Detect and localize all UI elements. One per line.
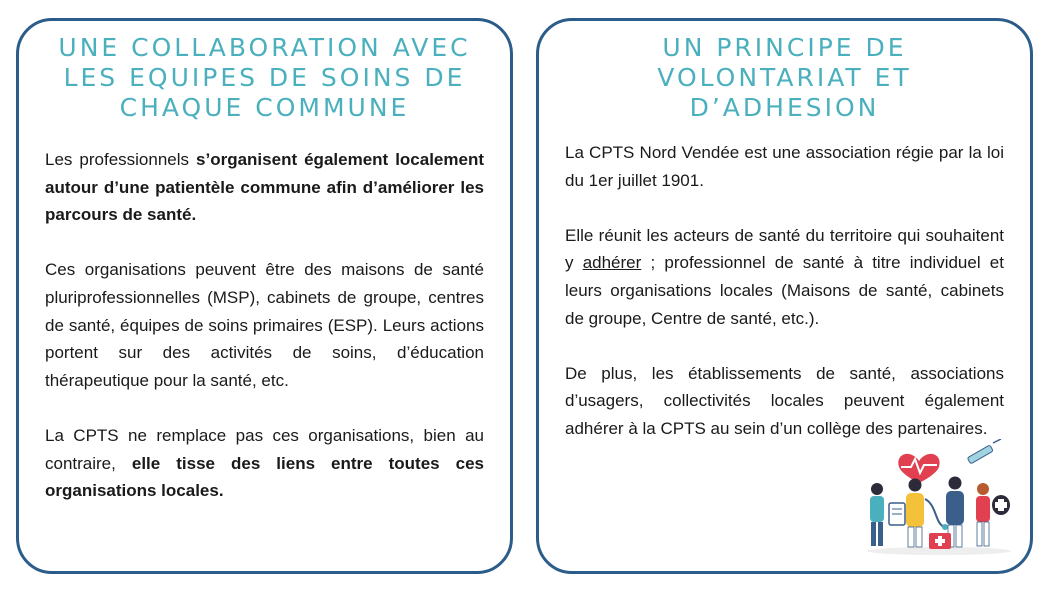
volunteering-title: UN PRINCIPE DE VOLONTARIAT ET D’ADHESION <box>657 33 912 122</box>
volunteering-paragraph-2 <box>565 222 1004 332</box>
collaboration-paragraph-3 <box>45 422 484 505</box>
collaboration-title: UNE COLLABORATION AVEC LES EQUIPES DE SOINS DE CHAQUE COMMUNE <box>58 33 471 122</box>
collaboration-paragraph-1 <box>45 146 484 229</box>
doctor-figure <box>906 479 924 548</box>
patient-figure <box>870 483 884 546</box>
volunteering-paragraph-1: La CPTS Nord Vendée est une association régie par la loi du 1er juillet 1901. <box>565 143 1004 190</box>
paragraph-3-emphasis: elle tisse des liens entre toutes ces organisations locales. <box>45 453 484 501</box>
paragraph-2-after: ; professionnel de santé à titre individuel et leurs organisations locales (Maisons de santé, cabinets de groupe, Centre de santé, etc.). <box>565 253 1004 328</box>
heart-icon <box>898 454 939 483</box>
health-team-illustration <box>859 439 1019 557</box>
collaboration-paragraph-2: Ces organisations peuvent être des maisons de santé pluriprofessionnelles (MSP), cabinets de groupe, centres de santé, équipes de soins primaires (ESP). Leurs actions portent sur des activités de soins, d’éducation thérapeutique pour la santé, etc. <box>45 260 484 390</box>
collaboration-card <box>16 18 513 574</box>
volunteering-text <box>565 139 1004 470</box>
paragraph-1-emphasis: s’organisent également localement autour d’une patientèle commune afin d’améliorer les parcours de santé. <box>45 150 484 225</box>
volunteering-card <box>536 18 1033 574</box>
clipboard-icon <box>889 503 905 525</box>
medical-kit-icon <box>929 533 951 549</box>
collaboration-text <box>45 146 484 532</box>
volunteering-paragraph-3: De plus, les établissements de santé, associations d’usagers, collectivités locales peuvent également adhérer à la CPTS au sein d’un collège des partenaires. <box>565 363 1004 438</box>
adherer-link[interactable]: adhérer <box>582 253 642 273</box>
paragraph-3-intro: La CPTS ne remplace pas ces organisations, bien au contraire, <box>45 425 484 473</box>
caregiver-figure <box>976 483 1010 546</box>
syringe-icon <box>967 439 1001 464</box>
paragraph-1-intro: Les professionnels <box>45 150 197 169</box>
paragraph-2-before: Elle réunit les acteurs de santé du territoire qui souhaitent y <box>565 225 1004 273</box>
